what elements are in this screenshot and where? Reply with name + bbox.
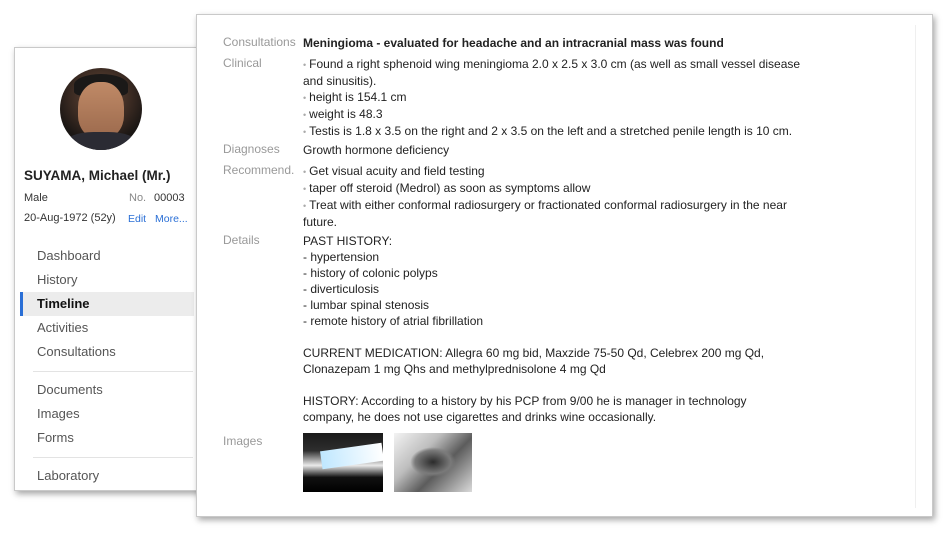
nav-item-laboratory[interactable]: Laboratory: [37, 468, 100, 483]
bullet-icon: •: [303, 93, 307, 103]
nav-divider: [33, 371, 193, 372]
details-line: company, he does not use cigarettes and drinks wine occasionally.: [303, 410, 657, 424]
details-line: Clonazepam 1 mg Qhs and methylprednisolone 4 mg Qd: [303, 362, 606, 376]
clinical-item: • weight is 48.3: [303, 107, 383, 121]
bullet-icon: •: [303, 184, 307, 194]
patient-no-value: 00003: [154, 192, 185, 204]
diagnoses-value: Growth hormone deficiency: [303, 143, 450, 157]
patient-panel: [14, 47, 204, 491]
patient-name: SUYAMA, Michael (Mr.): [24, 168, 171, 183]
details-line: - diverticulosis: [303, 282, 380, 296]
more-link[interactable]: More...: [155, 213, 188, 225]
avatar[interactable]: [60, 68, 142, 150]
details-line: PAST HISTORY:: [303, 234, 393, 248]
consultations-label: Consultations: [223, 35, 296, 49]
consultation-content: [209, 25, 916, 508]
nav-item-forms[interactable]: Forms: [37, 430, 74, 445]
details-spacer: [303, 329, 823, 345]
details-line: CURRENT MEDICATION: Allegra 60 mg bid, Maxzide 75-50 Qd, Celebrex 200 mg Qd,: [303, 346, 765, 360]
details-text: [303, 233, 823, 425]
bullet-icon: •: [303, 167, 307, 177]
details-spacer: [303, 377, 823, 393]
diagnoses-label: Diagnoses: [223, 142, 280, 156]
avatar-face: [78, 82, 124, 138]
nav-item-consultations[interactable]: Consultations: [37, 344, 116, 359]
details-line: - hypertension: [303, 250, 380, 264]
edit-link[interactable]: Edit: [128, 213, 147, 225]
nav-item-activities[interactable]: Activities: [37, 320, 89, 335]
avatar-shirt: [64, 132, 138, 150]
bullet-icon: •: [303, 110, 307, 120]
bullet-icon: •: [303, 201, 307, 211]
consultation-card: [196, 14, 933, 517]
patient-nav: [15, 244, 205, 488]
details-line: - lumbar spinal stenosis: [303, 298, 430, 312]
image-thumbnail[interactable]: [394, 433, 472, 492]
bullet-icon: •: [303, 127, 307, 137]
recommend-item: • taper off steroid (Medrol) as soon as symptoms allow: [303, 181, 591, 195]
nav-item-dashboard[interactable]: Dashboard: [37, 248, 101, 263]
recommend-item-continuation: future.: [303, 215, 338, 229]
clinical-item: • Found a right sphenoid wing meningioma 2.0 x 2.5 x 3.0 cm (as well as small vessel disease: [303, 57, 801, 71]
details-line: - remote history of atrial fibrillation: [303, 314, 484, 328]
clinical-list: [303, 56, 823, 140]
nav-divider: [33, 457, 193, 458]
nav-item-history[interactable]: History: [37, 272, 78, 287]
details-label: Details: [223, 233, 260, 247]
bullet-icon: •: [303, 60, 307, 70]
clinical-item-continuation: and sinusitis).: [303, 74, 377, 88]
nav-item-images[interactable]: Images: [37, 406, 80, 421]
clinical-item: • height is 154.1 cm: [303, 90, 407, 104]
details-line: HISTORY: According to a history by his PCP from 9/00 he is manager in technology: [303, 394, 747, 408]
images-label: Images: [223, 434, 263, 448]
consultations-value: Meningioma - evaluated for headache and an intracranial mass was found: [303, 36, 724, 50]
details-line: - history of colonic polyps: [303, 266, 438, 280]
image-thumbnail[interactable]: [303, 433, 383, 492]
patient-gender: Male: [24, 192, 48, 204]
patient-dob: 20-Aug-1972 (52y): [24, 212, 116, 224]
nav-item-documents[interactable]: Documents: [37, 382, 103, 397]
recommend-item: • Treat with either conformal radiosurgery or fractionated conformal radiosurgery in the near: [303, 198, 787, 212]
recommend-item: • Get visual acuity and field testing: [303, 164, 485, 178]
patient-no-label: No.: [129, 192, 147, 204]
nav-item-timeline[interactable]: Timeline: [20, 292, 194, 316]
clinical-item: • Testis is 1.8 x 3.5 on the right and 2 x 3.5 on the left and a stretched penile length is 10 cm.: [303, 124, 793, 138]
recommend-list: [303, 163, 823, 230]
recommend-label: Recommend.: [223, 163, 295, 177]
clinical-label: Clinical: [223, 56, 262, 70]
